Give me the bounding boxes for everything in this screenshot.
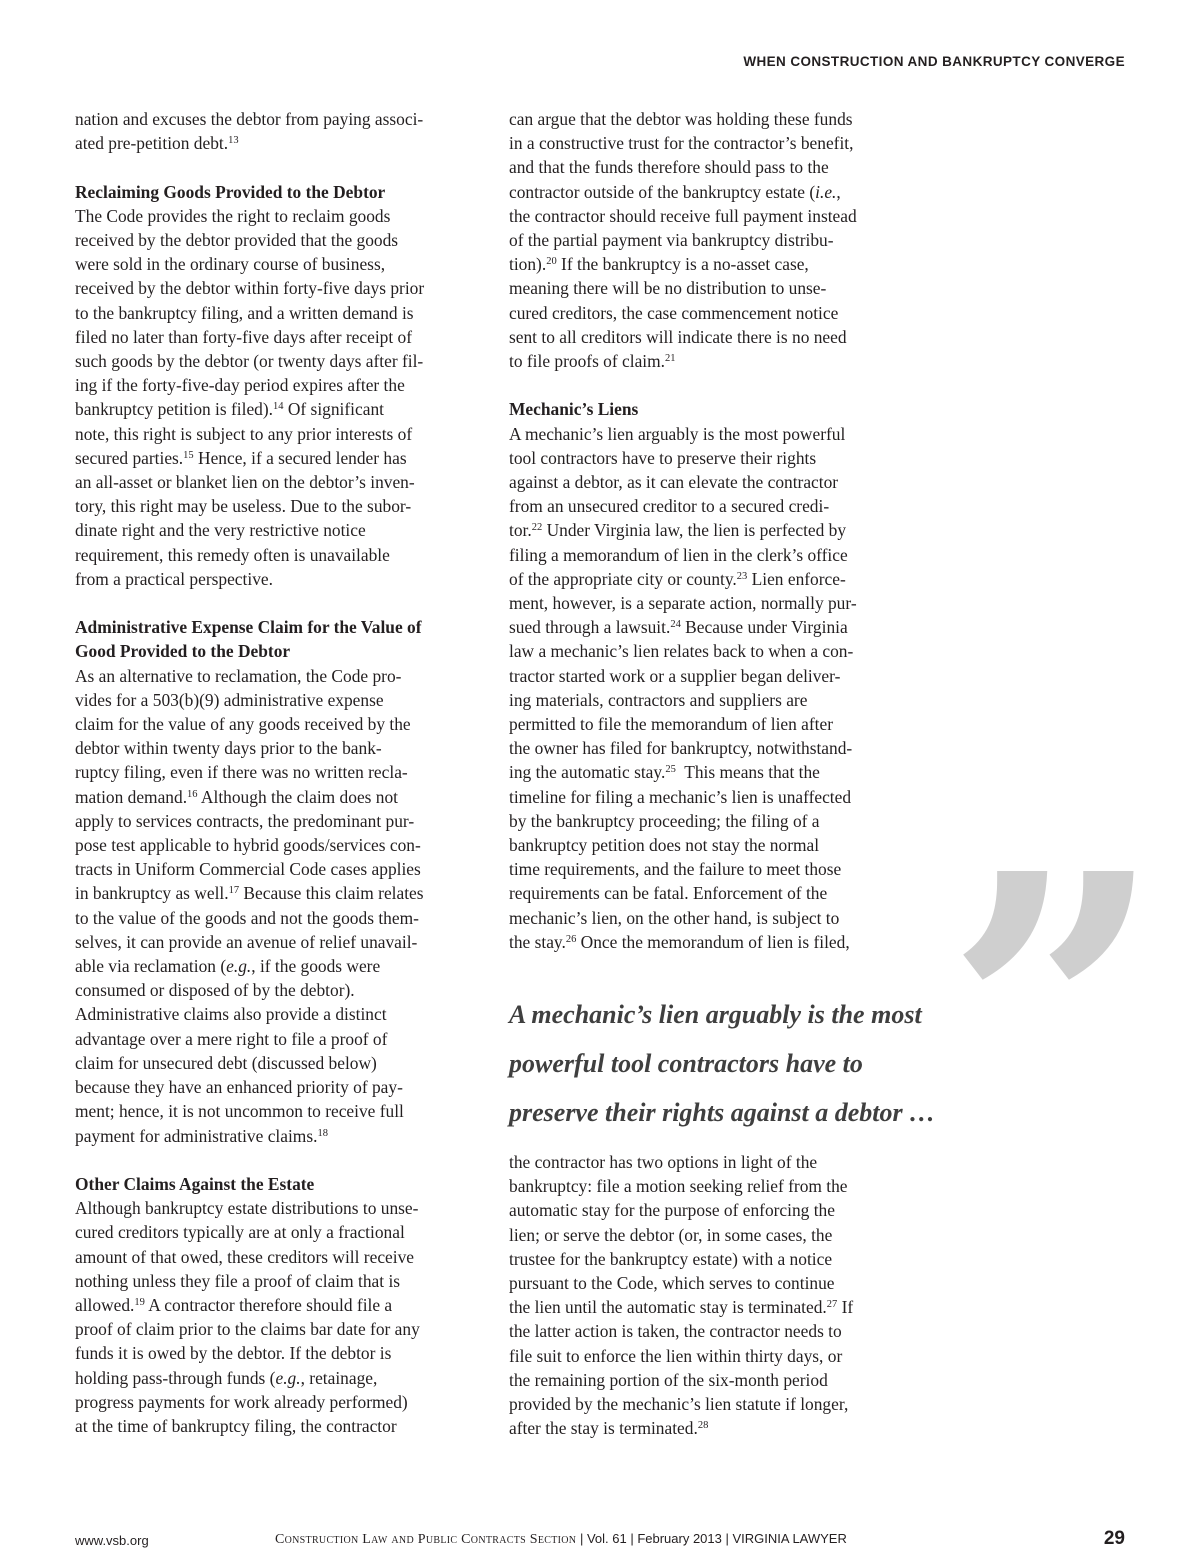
text-line: claim for unsecured debt (discussed below) — [75, 1052, 377, 1073]
text-line: ruptcy filing, even if there was no written recla- — [75, 762, 408, 783]
page-number: 29 — [1103, 1528, 1125, 1549]
text-line: in bankruptcy as well.$^{17}$ Because this claim relates — [75, 883, 424, 904]
text-line: time requirements, and the failure to meet those — [509, 859, 842, 880]
mechanics-paragraph — [509, 422, 909, 954]
text-line: by the bankruptcy proceeding; the filing of a — [509, 810, 820, 831]
text-line: allowed.$^{19}$ A contractor therefore should file a — [75, 1294, 393, 1315]
text-line: and that the funds therefore should pass to the — [509, 157, 829, 178]
text-line: the stay.$^{26}$ Once the memorandum of lien is filed, — [509, 931, 850, 952]
footer-publication-info: Construction Law and Public Contracts Section | Vol. 61 | February 2013 | VIRGINIA LAWYER — [275, 1531, 847, 1547]
text-line: requirement, this remedy often is unavailable — [75, 544, 390, 565]
text-line: against a debtor, as it can elevate the contractor — [509, 472, 839, 493]
text-line: meaning there will be no distribution to unse- — [509, 278, 827, 299]
text-line: the remaining portion of the six-month period — [509, 1369, 828, 1390]
footnote-ref: 26 — [565, 933, 577, 945]
text-line: law a mechanic’s lien relates back to when a con- — [509, 641, 854, 662]
text-line: proof of claim prior to the claims bar date for any — [75, 1319, 420, 1340]
text-line: nothing unless they file a proof of claim that is — [75, 1270, 401, 1291]
text-line: advantage over a mere right to file a proof of — [75, 1028, 388, 1049]
text-line: can argue that the debtor was holding these funds — [509, 109, 853, 129]
text-line: timeline for filing a mechanic’s lien is unaffected — [509, 786, 852, 807]
text-line: cured creditors typically are at only a fractional — [75, 1222, 405, 1243]
text-line: holding pass-through funds (e.g., retainage, — [75, 1367, 378, 1388]
text-line: to the value of the goods and not the goods them- — [75, 907, 419, 928]
text-line: trustee for the bankruptcy estate) with a notice — [509, 1248, 833, 1269]
footer-publication: VIRGINIA LAWYER — [732, 1531, 847, 1546]
text-line: dinate right and the very restrictive notice — [75, 520, 366, 541]
text-line: the contractor should receive full payment instead — [509, 205, 857, 226]
footer-url[interactable]: www.vsb.org — [75, 1533, 149, 1548]
text-line: claim for the value of any goods received by the — [75, 714, 411, 735]
text-line: ing materials, contractors and suppliers are — [509, 689, 808, 710]
text-line: ated pre-petition debt.$^{13}$ — [75, 133, 239, 154]
text-line: from a practical perspective. — [75, 568, 273, 589]
footer-date: February 2013 — [637, 1531, 722, 1546]
text-line: secured parties.$^{15}$ Hence, if a secured lender has — [75, 447, 407, 468]
footnote-ref: 20 — [546, 256, 557, 268]
text-line: The Code provides the right to reclaim goods — [75, 205, 391, 226]
footnote-ref: 22 — [531, 522, 543, 534]
pull-quote-line: powerful tool contractors have to — [509, 1049, 863, 1078]
text-line: progress payments for work already performed) — [75, 1391, 408, 1412]
footnote-ref: 19 — [134, 1296, 145, 1308]
text-line: to the bankruptcy filing, and a written demand is — [75, 302, 414, 323]
text-line: filed no later than forty-five days after receipt of — [75, 326, 413, 347]
text-line: note, this right is subject to any prior interests of — [75, 423, 413, 444]
text-line: of the appropriate city or county.$^{23}$ Lien enforce- — [509, 568, 846, 589]
text-line: an all-asset or blanket lien on the debtor’s inven- — [75, 472, 415, 493]
text-line: tor.$^{22}$ Under Virginia law, the lien is perfected by — [509, 520, 847, 541]
text-line: vides for a 503(b)(9) administrative expense — [75, 689, 384, 710]
text-line: pursuant to the Code, which serves to continue — [509, 1273, 835, 1294]
footnote-ref: 24 — [670, 619, 681, 631]
right-column-bottom — [509, 1150, 909, 1440]
pull-quote-line: A mechanic’s lien arguably is the most — [509, 1000, 922, 1029]
text-line: able via reclamation (e.g., if the goods were — [75, 956, 381, 977]
text-line: amount of that owed, these creditors will receive — [75, 1246, 414, 1267]
text-line: Although bankruptcy estate distributions to unse- — [75, 1198, 419, 1219]
text-line: the contractor has two options in light of the — [509, 1152, 818, 1172]
text-line: lien; or serve the debtor (or, in some cases, the — [509, 1224, 833, 1245]
text-line: tory, this right may be useless. Due to the subor- — [75, 496, 412, 517]
footnote-ref: 18 — [317, 1127, 328, 1139]
text-line: payment for administrative claims.$^{18}$ — [75, 1125, 328, 1146]
footnote-ref: 23 — [736, 570, 748, 582]
text-line: As an alternative to reclamation, the Code pro- — [75, 665, 402, 686]
text-line: automatic stay for the purpose of enforcing the — [509, 1200, 835, 1221]
text-line: bankruptcy petition does not stay the normal — [509, 835, 820, 856]
continuation-paragraph — [509, 107, 909, 373]
text-line: provided by the mechanic’s lien statute if longer, — [509, 1394, 849, 1415]
footnote-ref: 16 — [187, 788, 198, 800]
text-line: to file proofs of claim.$^{21}$ — [509, 351, 676, 372]
other-claims-paragraph — [75, 1196, 475, 1438]
text-line: selves, it can provide an avenue of relief unavail- — [75, 931, 418, 952]
text-line: because they have an enhanced priority of pay- — [75, 1077, 403, 1098]
text-line: at the time of bankruptcy filing, the contractor — [75, 1415, 397, 1436]
reclaiming-paragraph — [75, 204, 475, 591]
footnote-ref: 27 — [826, 1299, 838, 1311]
footnote-ref: 17 — [228, 885, 240, 897]
after-quote-paragraph — [509, 1150, 909, 1440]
footnote-ref: 28 — [697, 1420, 709, 1432]
text-line: filing a memorandum of lien in the clerk’s office — [509, 544, 848, 565]
text-line: ment; hence, it is not uncommon to receive full — [75, 1101, 404, 1122]
text-line: tractor started work or a supplier began deliver- — [509, 665, 841, 686]
text-line: debtor within twenty days prior to the bank- — [75, 738, 382, 759]
intro-paragraph — [75, 107, 475, 155]
text-line: tion).$^{20}$ If the bankruptcy is a no-asset case, — [509, 254, 809, 275]
text-line: of the partial payment via bankruptcy distribu- — [509, 230, 834, 251]
text-line: received by the debtor provided that the goods — [75, 230, 399, 250]
footnote-ref: 25 — [665, 764, 676, 776]
text-line: apply to services contracts, the predominant pur- — [75, 810, 415, 831]
text-line: bankruptcy: file a motion seeking relief from the — [509, 1176, 848, 1197]
text-line: such goods by the debtor (or twenty days after fil- — [75, 351, 424, 372]
footer-section: Construction Law and Public Contracts Section — [275, 1532, 577, 1547]
text-line: ing the automatic stay.$^{25}$ This means that the — [509, 762, 820, 783]
text-line: cured creditors, the case commencement notice — [509, 302, 839, 323]
admin-paragraph — [75, 664, 475, 1148]
text-line: file suit to enforce the lien within thirty days, or — [509, 1345, 843, 1366]
footnote-ref: 15 — [183, 449, 194, 461]
text-line: Administrative claims also provide a distinct — [75, 1004, 387, 1025]
text-line: bankruptcy petition is filed).$^{14}$ Of significant — [75, 399, 384, 420]
text-line: the lien until the automatic stay is terminated.$^{27}$ If — [509, 1297, 854, 1318]
running-title: WHEN CONSTRUCTION AND BANKRUPTCY CONVERGE — [743, 54, 1125, 69]
text-line: requirements can be fatal. Enforcement of the — [509, 883, 828, 904]
text-line: mechanic’s lien, on the other hand, is subject to — [509, 907, 840, 928]
text-line: pose test applicable to hybrid goods/services con- — [75, 835, 421, 856]
text-line: ing if the forty-five-day period expires after the — [75, 375, 405, 396]
footnote-ref: 13 — [228, 135, 239, 147]
text-line: sent to all creditors will indicate there is no need — [509, 326, 847, 347]
text-line: from an unsecured creditor to a secured credi- — [509, 496, 830, 517]
text-line: tracts in Uniform Commercial Code cases applies — [75, 859, 421, 880]
footnote-ref: 21 — [665, 353, 676, 365]
text-line: permitted to file the memorandum of lien after — [509, 714, 834, 735]
pull-quote-line: preserve their rights against a debtor … — [509, 1098, 936, 1127]
text-line: mation demand.$^{16}$ Although the claim does not — [75, 786, 398, 807]
pull-quote — [509, 990, 969, 1137]
heading-reclaiming-goods: Reclaiming Goods Provided to the Debtor — [75, 181, 386, 202]
text-line: A mechanic’s lien arguably is the most powerful — [509, 423, 846, 444]
text-line: consumed or disposed of by the debtor). — [75, 980, 355, 1001]
heading-other-claims: Other Claims Against the Estate — [75, 1173, 315, 1194]
heading-mechanics-liens: Mechanic’s Liens — [509, 399, 639, 420]
text-line: funds it is owed by the debtor. If the debtor is — [75, 1343, 392, 1364]
right-column-top — [509, 107, 909, 954]
footnote-ref: 14 — [273, 401, 284, 413]
text-line: in a constructive trust for the contractor’s benefit, — [509, 133, 854, 154]
heading-administrative-expense: Administrative Expense Claim for the Value of Good Provided to the Debtor — [75, 617, 422, 662]
footer-volume: Vol. 61 — [586, 1531, 627, 1546]
text-line: after the stay is terminated.$^{28}$ — [509, 1418, 709, 1439]
text-line: received by the debtor within forty-five days prior — [75, 278, 425, 299]
left-column — [75, 107, 475, 1438]
text-line: ment, however, is a separate action, normally pur- — [509, 593, 857, 614]
text-line: contractor outside of the bankruptcy estate (i.e., — [509, 181, 841, 202]
text-line: were sold in the ordinary course of business, — [75, 254, 386, 275]
text-line: nation and excuses the debtor from paying associ- — [75, 109, 424, 129]
closing-quote-mark: ” — [945, 791, 1164, 1238]
text-line: tool contractors have to preserve their rights — [509, 447, 817, 468]
text-line: sued through a lawsuit.$^{24}$ Because under Virginia — [509, 617, 848, 638]
text-line: the latter action is taken, the contractor needs to — [509, 1321, 842, 1342]
text-line: the owner has filed for bankruptcy, notwithstand- — [509, 738, 853, 759]
